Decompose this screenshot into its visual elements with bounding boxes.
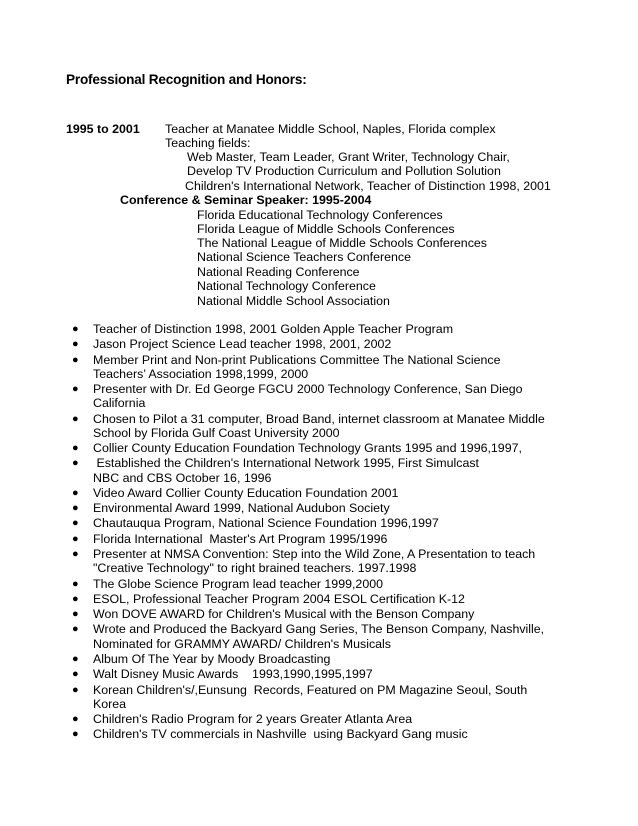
conference-speaker-label: Conference & Seminar Speaker: 1995-2004 <box>120 193 372 207</box>
teaching-field-line: Web Master, Team Leader, Grant Writer, Technology Chair, <box>187 150 510 164</box>
conference-item: Florida League of Middle Schools Conferences <box>197 222 455 236</box>
teaching-field-line: Develop TV Production Curriculum and Pollution Solution <box>187 164 501 178</box>
honor-item: ● The Globe Science Program lead teacher 1999,2000 <box>72 576 383 591</box>
honor-item: ● Established the Children's International Network 1995, First Simulcast NBC and CBS October 16, 1996 <box>72 456 479 485</box>
honor-item: ● Collier County Education Foundation Technology Grants 1995 and 1996,1997, <box>72 441 522 456</box>
bullet-icon: ● <box>72 323 79 335</box>
honor-item: ● Chautauqua Program, National Science Foundation 1996,1997 <box>72 516 439 531</box>
honor-item: ● Chosen to Pilot a 31 computer, Broad Band, internet classroom at Manatee Middle School by Florida Gulf Coast University 2000 <box>72 411 545 440</box>
honor-item: ● Korean Children's/,Eunsung Records, Featured on PM Magazine Seoul, South Korea <box>72 682 528 711</box>
honor-item: ● Children's TV commercials in Nashville using Backyard Gang music <box>72 727 468 742</box>
honor-item: ● Member Print and Non-print Publications Committee The National Science Teachers’ Association 1998,1999, 2000 <box>72 352 501 381</box>
honor-item: ● Environmental Award 1999, National Audubon Society <box>72 501 390 516</box>
teaching-field-line: Children's International Network, Teacher of Distinction 1998, 2001 <box>185 179 551 193</box>
honors-list <box>0 322 600 743</box>
conference-item: The National League of Middle Schools Conferences <box>197 236 487 250</box>
bullet-icon: ● <box>72 502 79 515</box>
bullet-icon: ● <box>72 728 79 741</box>
honor-item: ● Presenter with Dr. Ed George FGCU 2000 Technology Conference, San Diego California <box>72 382 523 411</box>
teaching-fields-label: Teaching fields: <box>165 136 251 150</box>
bullet-icon: ● <box>72 338 79 351</box>
bullet-icon: ● <box>72 353 79 366</box>
honor-item: ● Children's Radio Program for 2 years Greater Atlanta Area <box>72 712 413 727</box>
honor-item: ● Walt Disney Music Awards 1993,1990,1995,1997 <box>72 667 373 682</box>
bullet-icon: ● <box>72 577 79 590</box>
section-heading: Professional Recognition and Honors: <box>66 72 307 87</box>
bullet-icon: ● <box>72 608 79 621</box>
bullet-icon: ● <box>72 532 79 545</box>
honor-item: ● Presenter at NMSA Convention: Step into the Wild Zone, A Presentation to teach "Creative Technology" to right brained teachers. 1997.1998 <box>72 547 536 576</box>
bullet-icon: ● <box>72 442 79 455</box>
honor-item: ● Won DOVE AWARD for Children's Musical with the Benson Company <box>72 607 475 622</box>
honor-item: ● Teacher of Distinction 1998, 2001 Golden Apple Teacher Program <box>72 322 454 336</box>
honor-item: ● Video Award Collier County Education Foundation 2001 <box>72 485 399 500</box>
bullet-icon: ● <box>72 713 79 726</box>
honor-item: ● Wrote and Produced the Backyard Gang Series, The Benson Company, Nashville, Nominated for GRAMMY AWARD/ Children's Musicals <box>72 622 545 651</box>
bullet-icon: ● <box>72 517 79 530</box>
conference-item: National Science Teachers Conference <box>197 250 411 264</box>
position-role: Teacher at Manatee Middle School, Naples, Florida complex <box>165 122 496 136</box>
bullet-icon: ● <box>72 457 79 470</box>
conference-item: National Middle School Association <box>197 294 390 308</box>
bullet-icon: ● <box>72 412 79 425</box>
bullet-icon: ● <box>72 383 79 396</box>
bullet-icon: ● <box>72 486 79 499</box>
honor-item: ● Florida International Master's Art Program 1995/1996 <box>72 531 388 546</box>
honor-item: ● Album Of The Year by Moody Broadcasting <box>72 651 331 666</box>
honor-item: ● ESOL, Professional Teacher Program 2004 ESOL Certification K-12 <box>72 591 465 606</box>
bullet-icon: ● <box>72 652 79 665</box>
conference-item: National Technology Conference <box>197 279 376 293</box>
bullet-icon: ● <box>72 683 79 696</box>
bullet-icon: ● <box>72 548 79 561</box>
bullet-icon: ● <box>72 623 79 636</box>
conference-item: Florida Educational Technology Conferences <box>197 208 443 222</box>
honor-item: ● Jason Project Science Lead teacher 1998, 2001, 2002 <box>72 337 392 352</box>
position-years: 1995 to 2001 <box>66 122 140 136</box>
bullet-icon: ● <box>72 592 79 605</box>
conference-item: National Reading Conference <box>197 265 360 279</box>
bullet-icon: ● <box>72 668 79 681</box>
